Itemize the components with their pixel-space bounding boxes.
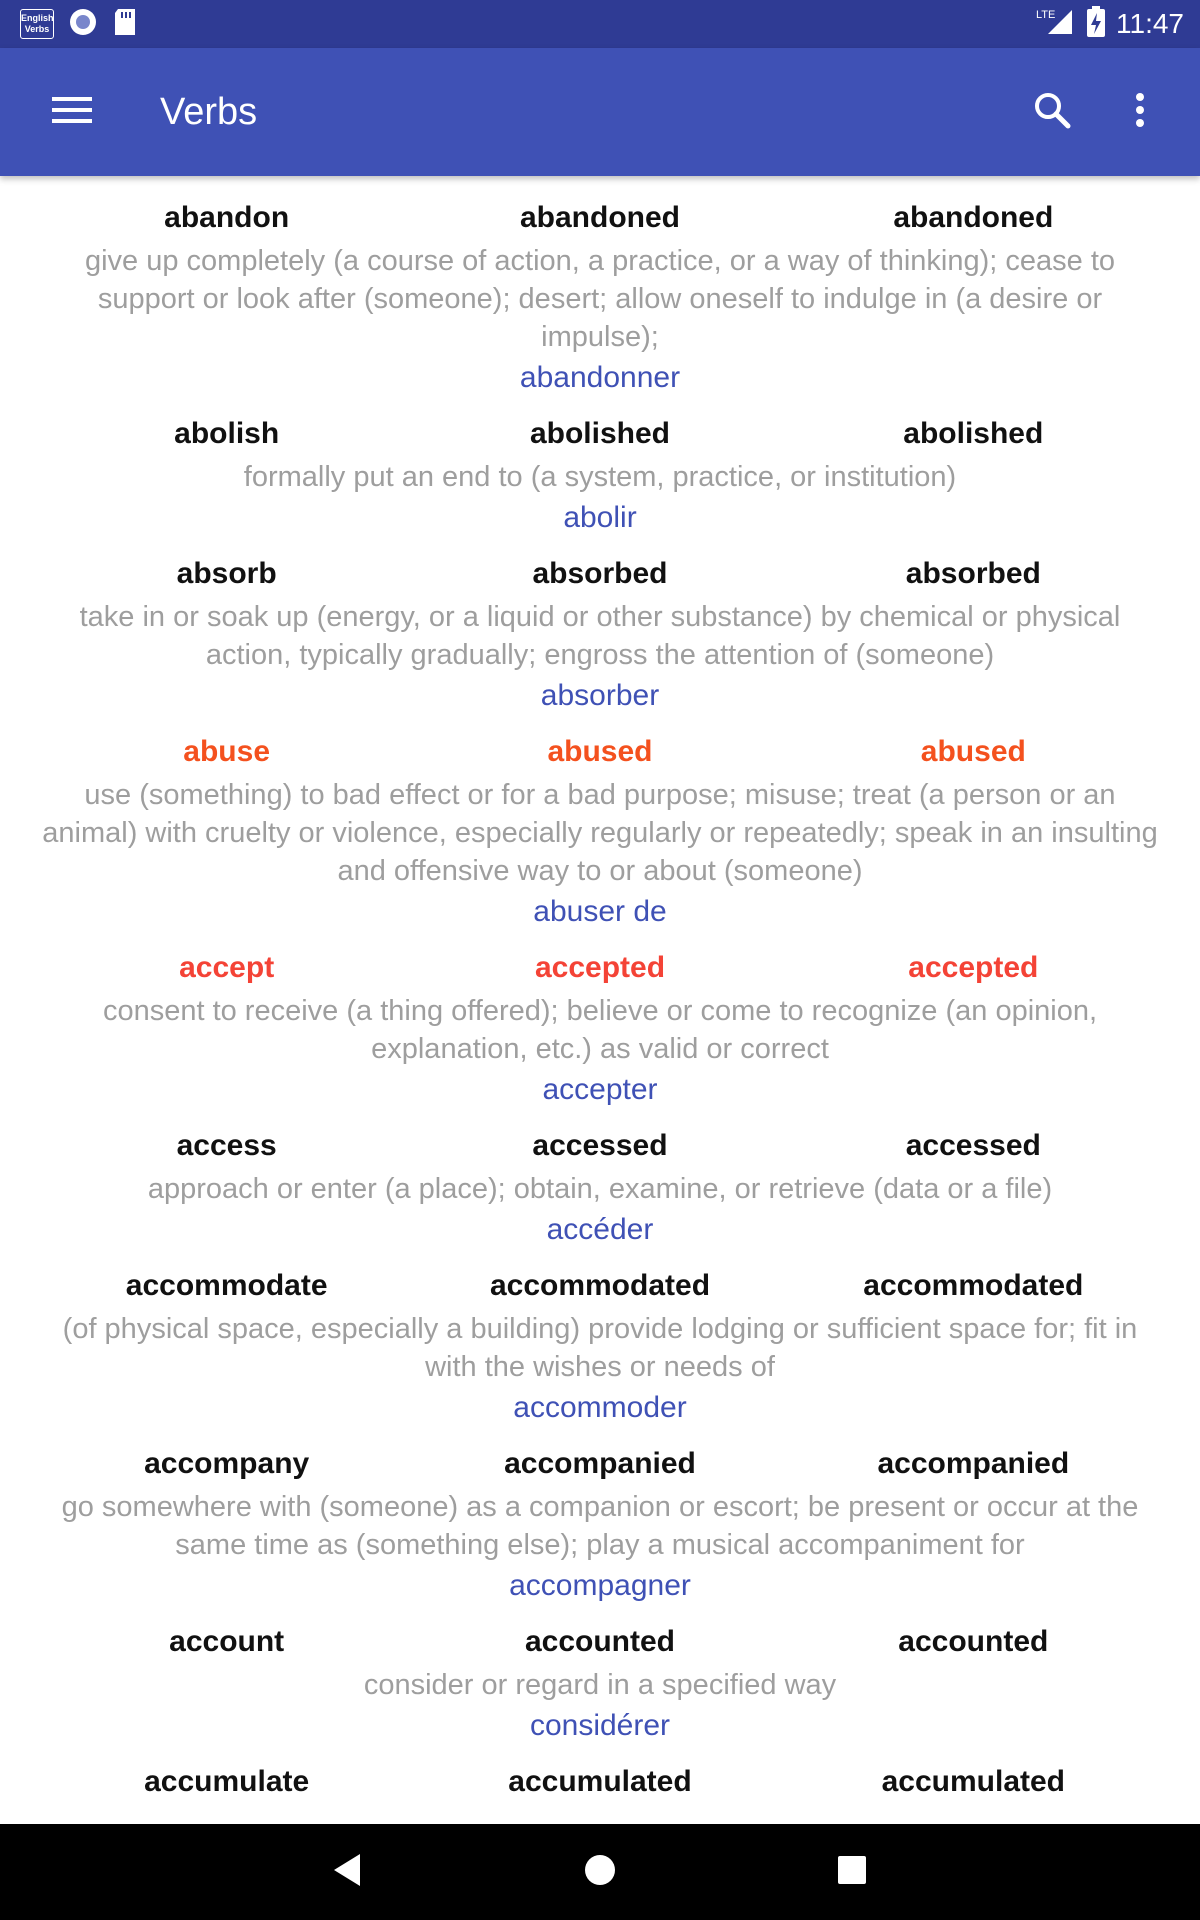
app-badge-line2: Verbs [24, 24, 50, 34]
verb-forms-row [40, 1622, 1160, 1662]
verb-past-form: accompanied [504, 1447, 696, 1480]
verb-translation: accepter [542, 1073, 658, 1106]
verb-forms-row [40, 1126, 1160, 1166]
verb-entry[interactable] [0, 198, 1200, 398]
verb-forms-row [40, 1266, 1160, 1306]
verb-past-form: accommodated [489, 1269, 711, 1302]
verb-base-form: accommodate [125, 1269, 328, 1302]
verb-forms-row [40, 732, 1160, 772]
verb-entry[interactable] [0, 1622, 1200, 1746]
verb-list [0, 176, 1200, 1802]
verb-past-form: accepted [534, 951, 666, 984]
verb-definition: use (something) to bad effect or for a bad purpose; misuse; treat (a person or an animal) with cruelty or violence, especially regularly or repeatedly; speak in an insulting and offensive way to or about (someone) [42, 779, 1158, 887]
sync-icon [68, 7, 98, 42]
back-button[interactable] [312, 1836, 384, 1908]
verb-base-form: abandon [164, 201, 290, 234]
verb-past-form: abolished [529, 417, 670, 450]
verb-past-participle: accessed [905, 1129, 1041, 1162]
verb-past-participle: accounted [898, 1625, 1049, 1658]
sd-card-icon [112, 7, 138, 42]
clock: 11:47 [1116, 8, 1184, 39]
verb-past-participle: abandoned [893, 201, 1054, 234]
verb-entry[interactable] [0, 554, 1200, 716]
verb-translation: absorber [540, 679, 660, 712]
verb-forms-row [40, 414, 1160, 454]
menu-button[interactable] [36, 76, 108, 148]
more-options-button[interactable] [1104, 76, 1176, 148]
verb-list-container[interactable] [0, 176, 1200, 1824]
recents-icon [837, 1855, 867, 1890]
network-label: LTE [1036, 8, 1056, 21]
app-badge-line1: English [21, 13, 54, 23]
verb-entry[interactable] [0, 1266, 1200, 1428]
verb-forms-row [40, 1762, 1160, 1802]
verb-translation: abolir [563, 501, 637, 534]
verb-forms-row [40, 198, 1160, 238]
verb-translation: abandonner [519, 361, 681, 394]
verb-definition: formally put an end to (a system, practice, or institution) [243, 461, 957, 493]
more-vert-icon [1134, 92, 1146, 133]
verb-past-participle: abolished [903, 417, 1044, 450]
search-icon [1032, 90, 1072, 135]
navigation-bar [0, 1824, 1200, 1920]
verb-base-form: access [176, 1129, 277, 1162]
verb-past-participle: accommodated [863, 1269, 1084, 1302]
verb-base-form: accompany [144, 1447, 310, 1480]
verb-translation: considérer [529, 1709, 671, 1742]
home-icon [583, 1853, 617, 1892]
verb-past-participle: accompanied [877, 1447, 1070, 1480]
verb-definition: (of physical space, especially a building) provide lodging or sufficient space for; fit in with the wishes or needs of [62, 1313, 1138, 1383]
verb-entry[interactable] [0, 948, 1200, 1110]
recents-button[interactable] [816, 1836, 888, 1908]
verb-definition: take in or soak up (energy, or a liquid or other substance) by chemical or physical action, typically gradually; engross the attention of (someone) [79, 601, 1121, 671]
menu-icon [52, 95, 92, 130]
status-bar [0, 0, 1200, 48]
verb-translation: accommoder [513, 1391, 687, 1424]
verb-translation: accompagner [509, 1569, 691, 1602]
verb-base-form: abuse [183, 735, 271, 768]
home-button[interactable] [564, 1836, 636, 1908]
verb-past-form: accumulated [508, 1765, 692, 1798]
back-icon [332, 1852, 364, 1893]
verb-definition: give up completely (a course of action, a practice, or a way of thinking); cease to support or look after (someone); desert; allow oneself to indulge in (a desire or impulse); [84, 245, 1116, 353]
verb-past-form: accessed [532, 1129, 668, 1162]
verb-past-participle: accepted [908, 951, 1039, 984]
verb-entry[interactable] [0, 1444, 1200, 1606]
verb-past-form: absorbed [532, 557, 668, 590]
verb-forms-row [40, 948, 1160, 988]
verb-translation: abuser de [533, 895, 667, 928]
verb-entry[interactable] [0, 1126, 1200, 1250]
verb-definition: go somewhere with (someone) as a companion or escort; be present or occur at the same time as (something else); play a musical accompaniment for [61, 1491, 1139, 1561]
verb-definition: approach or enter (a place); obtain, examine, or retrieve (data or a file) [147, 1173, 1053, 1205]
verb-base-form: abolish [174, 417, 280, 450]
search-button[interactable] [1016, 76, 1088, 148]
verb-base-form: accumulate [144, 1765, 310, 1798]
verb-entry[interactable] [0, 414, 1200, 538]
verb-entry[interactable] [0, 1762, 1200, 1802]
page-title: Verbs [160, 90, 258, 133]
verb-entry[interactable] [0, 732, 1200, 932]
verb-base-form: absorb [176, 557, 277, 590]
verb-past-form: accounted [524, 1625, 675, 1658]
lte-signal-icon [1036, 6, 1076, 43]
verb-forms-row [40, 554, 1160, 594]
verb-past-form: abused [547, 735, 653, 768]
verb-definition: consent to receive (a thing offered); believe or come to recognize (an opinion, explanation, etc.) as valid or correct [102, 995, 1098, 1065]
verb-past-form: abandoned [519, 201, 680, 234]
verb-past-participle: accumulated [881, 1765, 1066, 1798]
app-bar [0, 48, 1200, 176]
verb-past-participle: abused [920, 735, 1026, 768]
verb-forms-row [40, 1444, 1160, 1484]
app-notification-icon [20, 9, 54, 39]
verb-definition: consider or regard in a specified way [363, 1669, 837, 1701]
verb-past-participle: absorbed [905, 557, 1041, 590]
verb-base-form: account [169, 1625, 285, 1658]
verb-base-form: accept [179, 951, 275, 984]
battery-charging-icon [1086, 6, 1106, 43]
verb-translation: accéder [546, 1213, 654, 1246]
